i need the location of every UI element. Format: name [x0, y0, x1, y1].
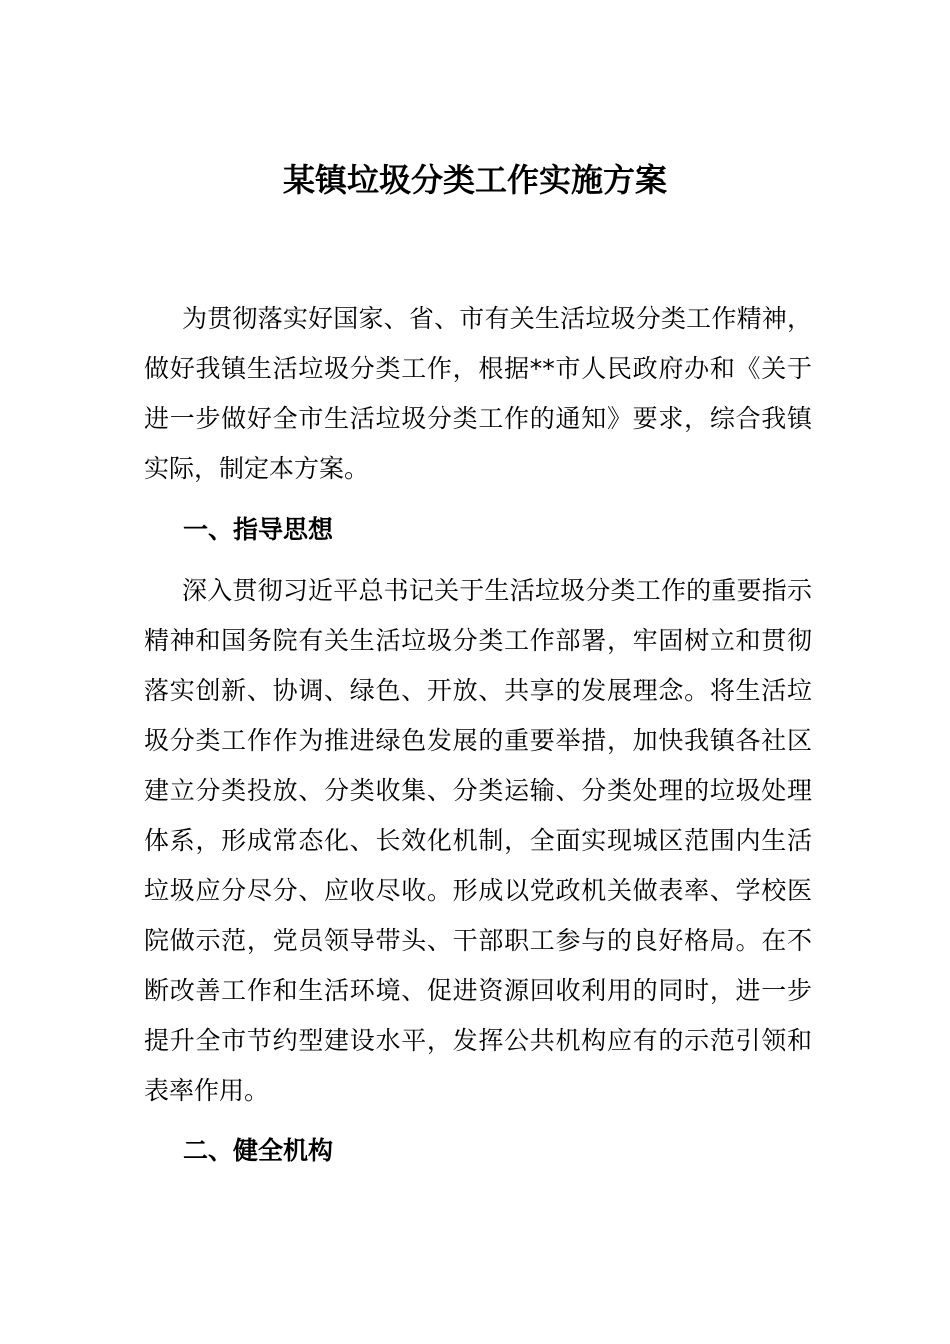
guiding-ideology-paragraph: 深入贯彻习近平总书记关于生活垃圾分类工作的重要指示精神和国务院有关生活垃圾分类工作部署，牢固树立和贯彻落实创新、协调、绿色、开放、共享的发展理念。将生活垃圾分类工作作为推进绿色发展的重要举措，加快我镇各社区建立分类投放、分类收集、分类运输、分类处理的垃圾处理体系，形成常态化、长效化机制，全面实现城区范围内生活垃圾应分尽分、应收尽收。形成以党政机关做表率、学校医院做示范，党员领导带头、干部职工参与的良好格局。在不断改善工作和生活环境、促进资源回收利用的同时，进一步提升全市节约型建设水平，发挥公共机构应有的示范引领和表率作用。 — [144, 576, 812, 1105]
section-heading-organization: 二、健全机构 — [183, 1136, 334, 1165]
intro-paragraph: 为贯彻落实好国家、省、市有关生活垃圾分类工作精神，做好我镇生活垃圾分类工作，根据**市人民政府办和《关于进一步做好全市生活垃圾分类工作的通知》要求，综合我镇实际，制定本方案。 — [144, 304, 812, 483]
section-heading-guiding-ideology: 一、指导思想 — [183, 515, 334, 544]
document-title: 某镇垃圾分类工作实施方案 — [282, 161, 667, 199]
